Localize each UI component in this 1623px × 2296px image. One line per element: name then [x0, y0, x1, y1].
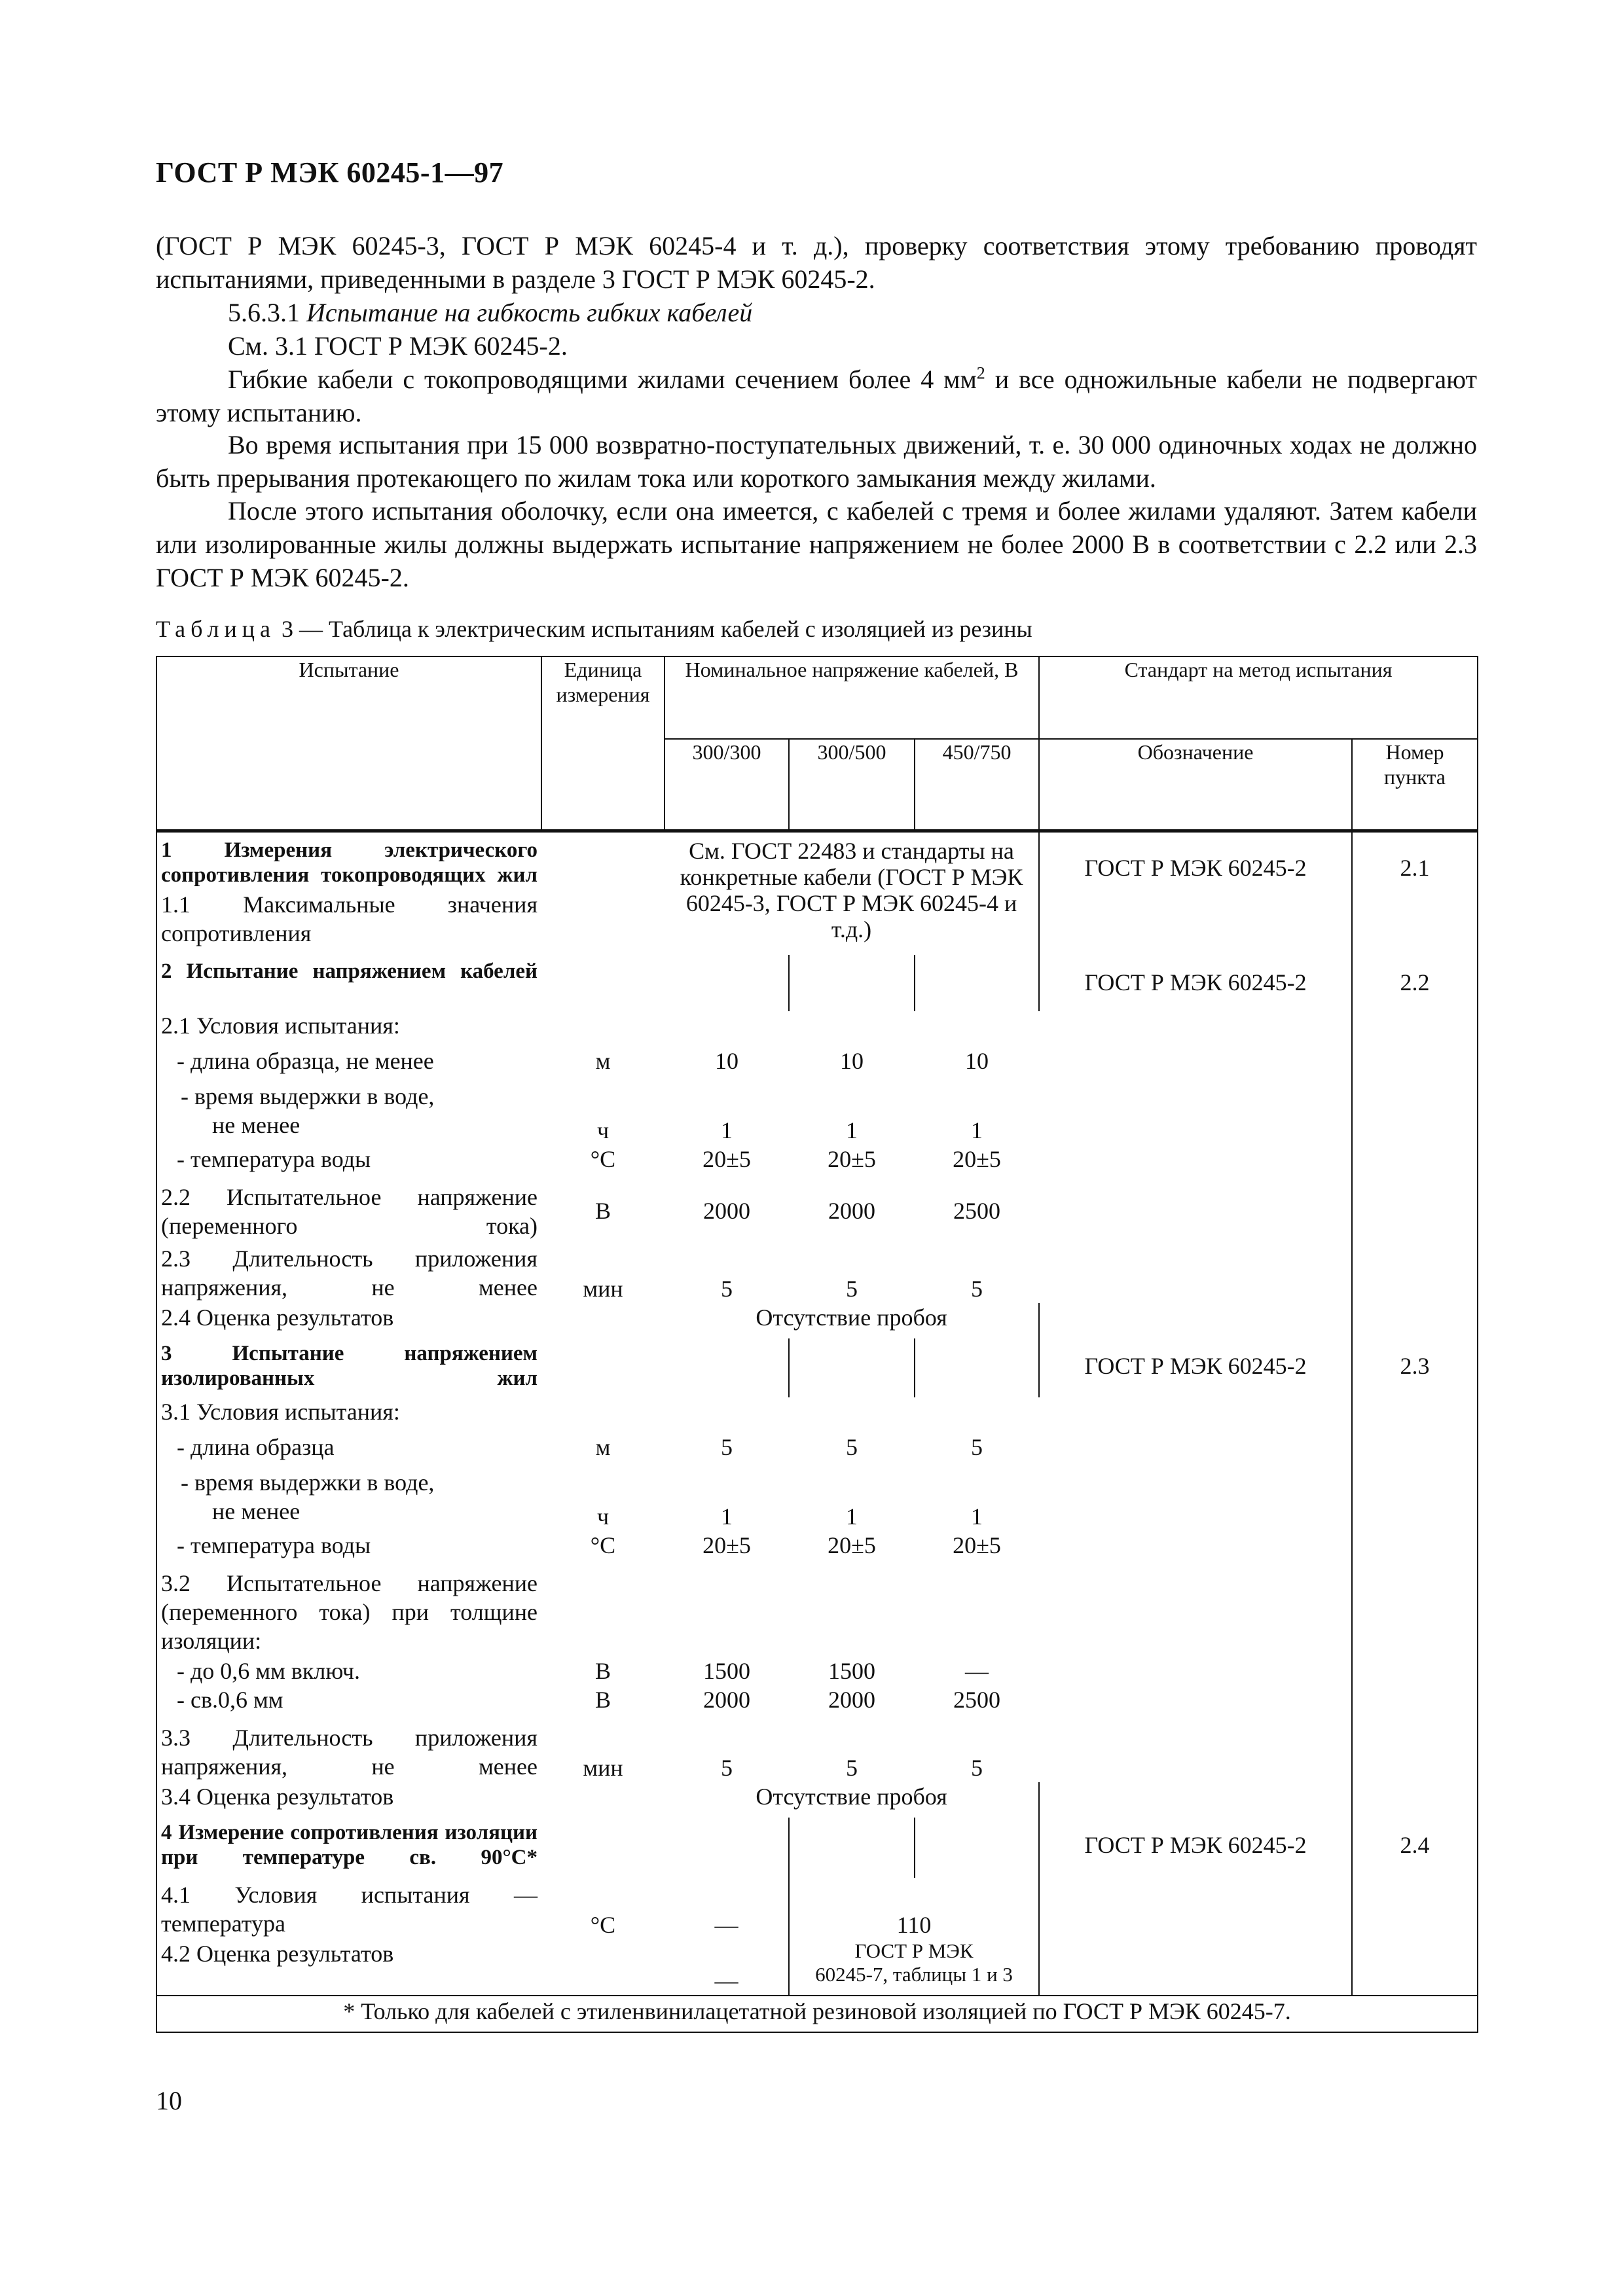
s2-row7: 2.4 Оценка результатов [156, 1303, 541, 1338]
s2-row5: 2.2 Испытательное напряжение (переменного тока) [156, 1180, 541, 1242]
s2-row4-unit: °С [590, 1146, 616, 1172]
s4-item: 2.4 [1352, 1818, 1478, 1878]
s2-row6-v1: 5 [721, 1276, 733, 1302]
s4-row2-v23 [789, 1939, 1039, 1996]
s2-title-v1 [665, 955, 789, 1011]
s2-row6: 2.3 Длительность приложения напряжения, не менее [156, 1242, 541, 1303]
table-caption [156, 615, 1032, 643]
s3-title: 3 Испытание напряжением изолированных жил [156, 1338, 541, 1397]
s3-row6: - до 0,6 мм включ. [156, 1657, 541, 1685]
s1-item: 2.1 [1352, 831, 1478, 955]
s2-row5-v1: 2000 [703, 1198, 750, 1224]
paragraph-6: После этого испытания оболочку, если она имеется, с кабелей с тремя и более жилами удаляют. Затем кабели или изолированные жилы должны выдержать испытание напряжением не более 2000 В в соответствии с 2.2 или 2.3 ГОСТ Р МЭК 60245-2. [156, 496, 1477, 592]
s2-row2-v1: 10 [715, 1048, 739, 1074]
s2-row6-v2: 5 [846, 1276, 858, 1302]
s2-item: 2.2 [1352, 955, 1478, 1011]
s3-row8-v2: 5 [846, 1755, 858, 1781]
s1-cell [156, 831, 541, 955]
header-v2: 300/500 [789, 739, 915, 831]
s3-row3-v2: 1 [846, 1503, 858, 1530]
s3-row3-v3: 1 [971, 1503, 983, 1530]
s3-row7-v3: 2500 [953, 1687, 1001, 1713]
table-caption-word: Таблица [156, 616, 276, 642]
s4-row2-v23-a: ГОСТ Р МЭК [854, 1939, 974, 1962]
section-number: 5.6.3.1 [228, 298, 300, 327]
s3-row2: - длина образца [156, 1433, 541, 1468]
s2-row6-v3: 5 [971, 1276, 983, 1302]
s3-row2-v2: 5 [846, 1434, 858, 1460]
s3-row9: 3.4 Оценка результатов [156, 1782, 541, 1818]
header-designation: Обозначение [1039, 739, 1352, 831]
s3-row4-v1: 20±5 [702, 1532, 751, 1558]
s4-standard: ГОСТ Р МЭК 60245-2 [1084, 1832, 1307, 1858]
s3-item: 2.3 [1352, 1338, 1478, 1397]
s3-row4-unit: °С [590, 1532, 616, 1558]
s3-row8-v1: 5 [721, 1755, 733, 1781]
s2-row3-v1: 1 [721, 1117, 733, 1143]
paragraph-5: Во время испытания при 15 000 возвратно-поступательных движений, т. е. 30 000 одиночных ходах не должно быть прерывания протекающего по жилам тока или короткого замыкания между жилами. [156, 430, 1477, 493]
superscript: 2 [976, 363, 985, 383]
s1-row1: 1.1 Максимальные значения сопротивления [161, 891, 538, 946]
s2-row2-unit: м [595, 1048, 611, 1074]
s2-title-unit [541, 955, 665, 1011]
s4-row1-v23: 110 [789, 1878, 1039, 1939]
header-standard: Стандарт на метод испытания [1039, 656, 1478, 739]
paragraph-3: См. 3.1 ГОСТ Р МЭК 60245-2. [228, 331, 568, 361]
paragraph-2 [156, 296, 1477, 329]
s2-row3-b: не менее [212, 1112, 301, 1138]
s3-standard: ГОСТ Р МЭК 60245-2 [1084, 1353, 1307, 1379]
s4-row1-v1: — [665, 1878, 789, 1939]
s3-row1: 3.1 Условия испытания: [156, 1397, 541, 1433]
s3-row3-unit: ч [596, 1503, 610, 1530]
s3-row6-v1: 1500 [703, 1658, 750, 1684]
header-v1: 300/300 [665, 739, 789, 831]
s1-title: 1 Измерения электрического сопротивления токопроводящих жил [161, 838, 538, 887]
s3-row9-value: Отсутствие пробоя [665, 1782, 1039, 1818]
s2-title-v2 [789, 955, 915, 1011]
s3-row7: - св.0,6 мм [156, 1685, 541, 1721]
s2-row5-v2: 2000 [828, 1198, 875, 1224]
s2-row2-v3: 10 [965, 1048, 989, 1074]
s3-row6-v2: 1500 [828, 1658, 875, 1684]
s3-row5: 3.2 Испытательное напряжение (переменного тока) при толщине изоляции: [156, 1566, 541, 1657]
s2-row2-v2: 10 [840, 1048, 864, 1074]
s3-row6-unit: В [594, 1658, 611, 1684]
s4-row2: 4.2 Оценка результатов [156, 1939, 541, 1996]
s3-row8-unit: мин [583, 1755, 623, 1781]
s3-row3-a: - время выдержки в воде, [181, 1469, 435, 1496]
s2-row4-v2: 20±5 [828, 1146, 876, 1172]
s3-row4: - температура воды [156, 1531, 541, 1566]
document-header: ГОСТ Р МЭК 60245-1—97 [156, 156, 504, 188]
electrical-tests-table [156, 656, 1478, 2033]
header-test: Испытание [156, 656, 541, 831]
s3-row2-unit: м [595, 1434, 611, 1460]
s2-title: 2 Испытание напряжением кабелей [156, 955, 541, 1011]
s2-row3 [156, 1082, 541, 1145]
s2-row3-unit: ч [596, 1117, 610, 1143]
s3-row7-v2: 2000 [828, 1687, 875, 1713]
s3-row8: 3.3 Длительность приложения напряжения, не менее [156, 1721, 541, 1782]
s3-row2-v3: 5 [971, 1434, 983, 1460]
header-unit: Единица измерения [541, 656, 665, 831]
s3-row8-v3: 5 [971, 1755, 983, 1781]
s2-row4-v3: 20±5 [953, 1146, 1001, 1172]
s1-standard: ГОСТ Р МЭК 60245-2 [1084, 854, 1307, 881]
s3-row3 [156, 1468, 541, 1531]
s2-row1: 2.1 Условия испытания: [156, 1011, 541, 1047]
table-footnote: * Только для кабелей с этиленвинилацетатной резиновой изоляцией по ГОСТ Р МЭК 60245-7. [156, 1996, 1478, 2032]
s3-row2-v1: 5 [721, 1434, 733, 1460]
s3-row7-unit: В [594, 1687, 611, 1713]
s2-standard: ГОСТ Р МЭК 60245-2 [1084, 969, 1307, 996]
s1-note: См. ГОСТ 22483 и стандарты на конкретные кабели (ГОСТ Р МЭК 60245-3, ГОСТ Р МЭК 60245-4 и т.д.) [665, 831, 1039, 955]
s2-title-v3 [915, 955, 1039, 1011]
header-voltage: Номинальное напряжение кабелей, В [665, 656, 1039, 739]
s4-row2-v1: — [665, 1939, 789, 1996]
s4-row1: 4.1 Условия испытания — температура [156, 1878, 541, 1939]
s2-row3-v3: 1 [971, 1117, 983, 1143]
s3-row4-v2: 20±5 [828, 1532, 876, 1558]
section-title: Испытание на гибкость гибких кабелей [306, 298, 753, 327]
page-number: 10 [156, 2086, 182, 2115]
s3-row3-v1: 1 [721, 1503, 733, 1530]
s4-title: 4 Измерение сопротивления изоляции при температуре св. 90°С* [156, 1818, 541, 1878]
s3-row4-v3: 20±5 [953, 1532, 1001, 1558]
s2-row5-v3: 2500 [953, 1198, 1001, 1224]
s3-row7-v1: 2000 [703, 1687, 750, 1713]
table-caption-text: 3 — Таблица к электрическим испытаниям кабелей с изоляцией из резины [275, 616, 1032, 642]
paragraph-4 [156, 363, 1477, 429]
s3-row3-b: не менее [212, 1498, 301, 1524]
s2-row3-v2: 1 [846, 1117, 858, 1143]
s2-row6-unit: мин [583, 1276, 623, 1302]
s2-row2: - длина образца, не менее [156, 1047, 541, 1082]
s1-unit [541, 831, 665, 955]
header-item-number: Номер пункта [1352, 739, 1478, 831]
s2-row5-unit: В [594, 1198, 611, 1224]
paragraph-4-text-a: Гибкие кабели с токопроводящими жилами сечением более 4 мм [228, 365, 977, 394]
s4-row2-v23-b: 60245-7, таблицы 1 и 3 [815, 1963, 1013, 1986]
s2-row4: - температура воды [156, 1145, 541, 1180]
paragraph-1: (ГОСТ Р МЭК 60245-3, ГОСТ Р МЭК 60245-4 и т. д.), проверку соответствия этому требованию проводят испытаниями, приведенными в разделе 3 ГОСТ Р МЭК 60245-2. [156, 231, 1477, 294]
s2-row7-value: Отсутствие пробоя [665, 1303, 1039, 1338]
header-v3: 450/750 [915, 739, 1039, 831]
s2-row3-a: - время выдержки в воде, [181, 1083, 435, 1109]
paragraph-4-text-b: и все одножильные кабели не подвергают этому испытанию. [156, 365, 1478, 427]
s2-row4-v1: 20±5 [702, 1146, 751, 1172]
s3-row6-v3: — [965, 1658, 989, 1684]
s4-row1-unit: °С [590, 1912, 616, 1938]
